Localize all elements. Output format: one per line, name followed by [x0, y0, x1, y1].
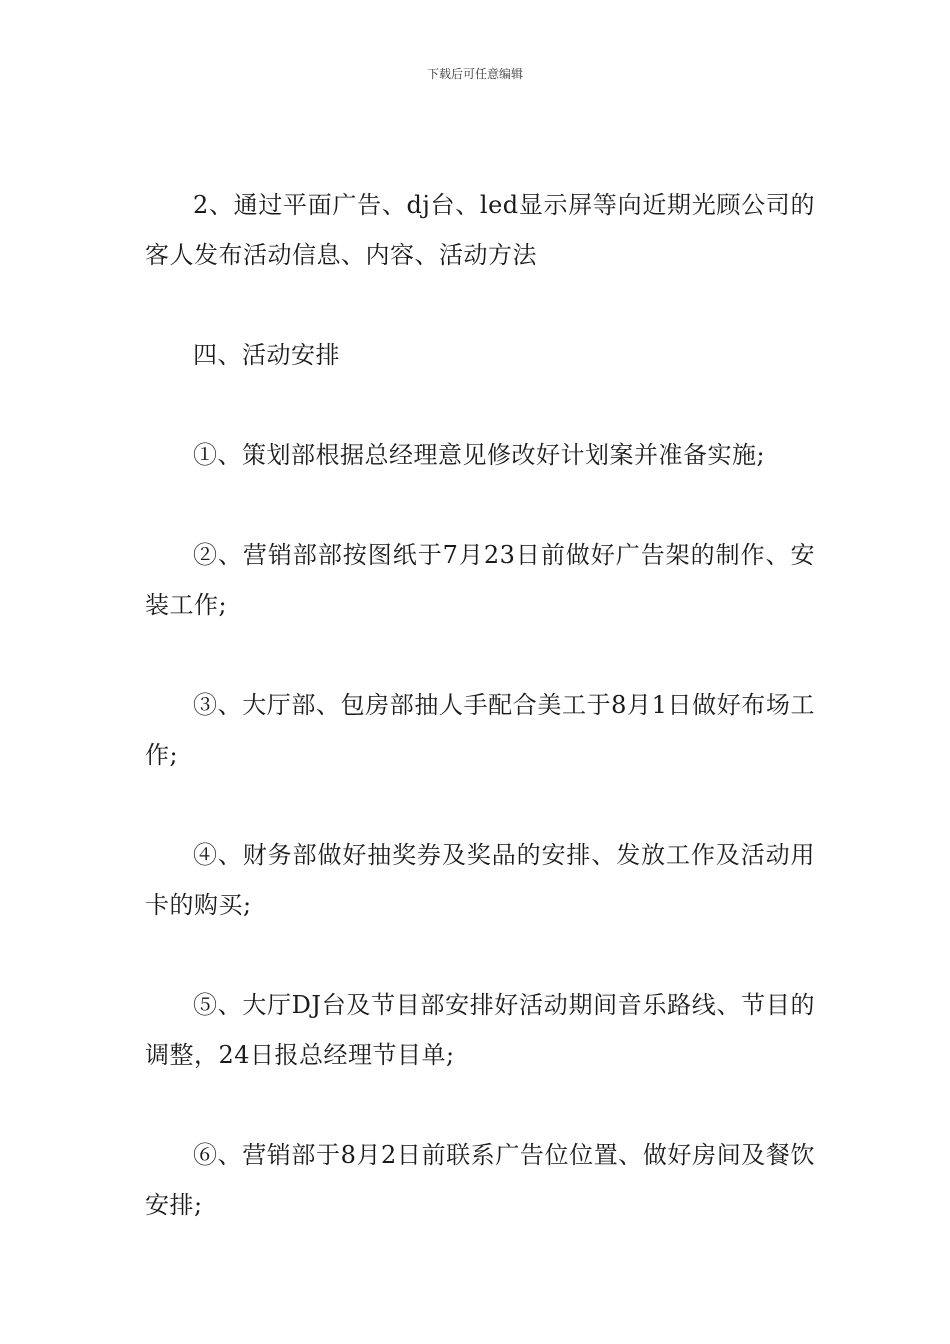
section-heading-activity-arrangement: 四、活动安排	[193, 341, 340, 369]
list-item-5: ⑤、大厅DJ台及节目部安排好活动期间音乐路线、节目的调整，24日报总经理节目单;	[145, 991, 815, 1069]
list-item-3: ③、大厅部、包房部抽人手配合美工于8月1日做好布场工作;	[145, 691, 815, 769]
paragraph-gap	[145, 630, 815, 680]
paragraph-gap	[145, 930, 815, 980]
page-header: 下载后可任意编辑	[426, 67, 523, 81]
list-item-2: ②、营销部部按图纸于7月23日前做好广告架的制作、安装工作;	[145, 541, 815, 619]
document-body	[145, 180, 815, 1230]
list-item-1: ①、策划部根据总经理意见修改好计划案并准备实施;	[193, 441, 766, 469]
paragraph-promotion-channels: 2、通过平面广告、dj台、led显示屏等向近期光顾公司的客人发布活动信息、内容、活动方法	[145, 191, 815, 269]
paragraph-gap	[145, 480, 815, 530]
list-item-6: ⑥、营销部于8月2日前联系广告位位置、做好房间及餐饮安排;	[145, 1141, 815, 1219]
paragraph-gap	[145, 780, 815, 830]
list-item-4: ④、财务部做好抽奖券及奖品的安排、发放工作及活动用卡的购买;	[145, 841, 815, 919]
paragraph-gap	[145, 280, 815, 330]
paragraph-gap	[145, 1080, 815, 1130]
paragraph-gap	[145, 380, 815, 430]
